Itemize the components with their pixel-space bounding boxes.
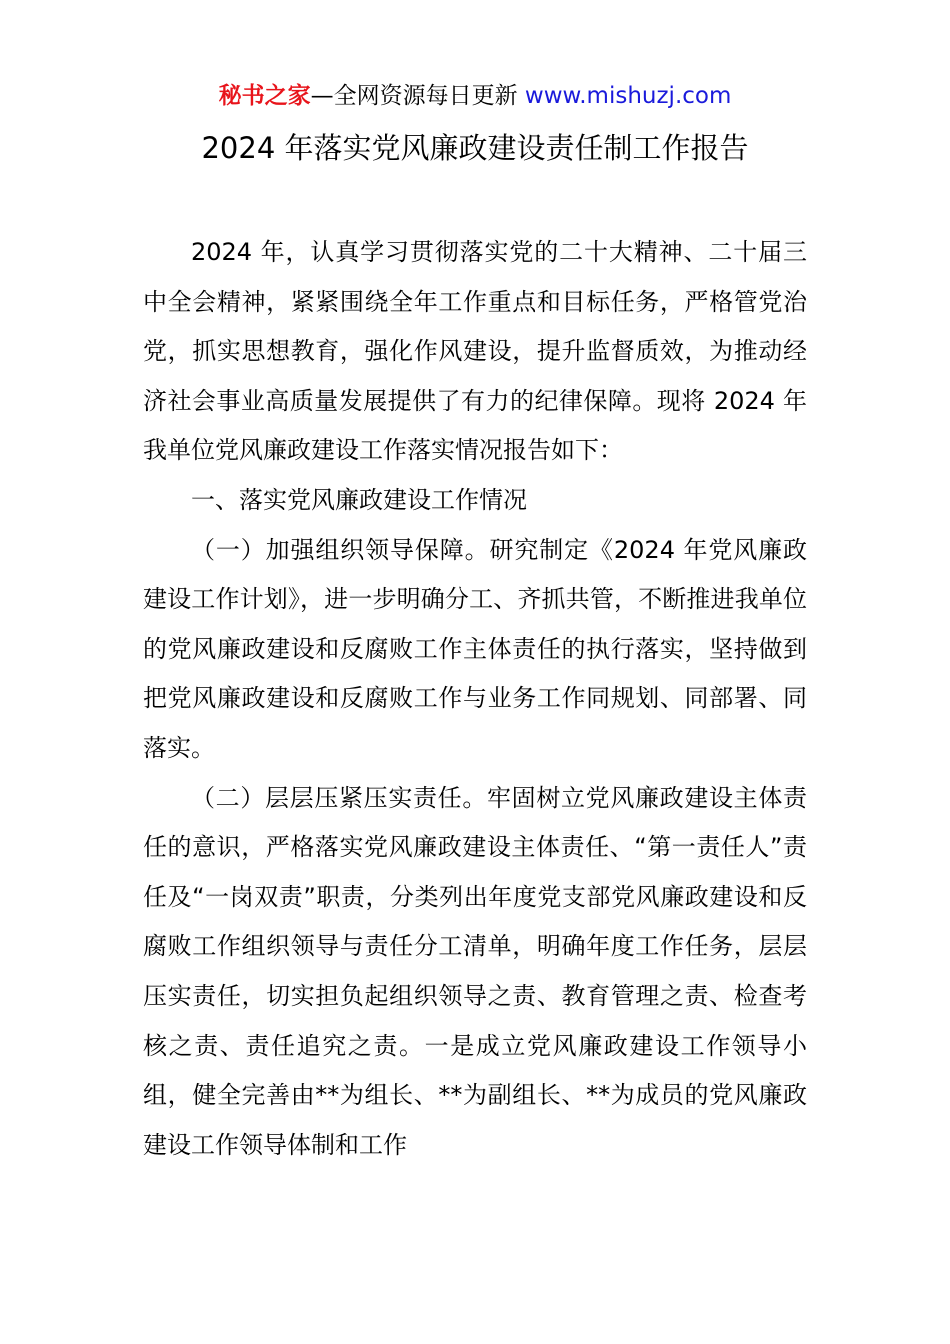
site-tagline: —全网资源每日更新 — [310, 83, 525, 109]
intro-paragraph: 2024 年，认真学习贯彻落实党的二十大精神、二十届三中全会精神，紧紧围绕全年工作重点和目标任务，严格管党治党，抓实思想教育，强化作风建设，提升监督质效，为推动经济社会事业高质量发展提供了有力的纪律保障。现将 2024 年我单位党风廉政建设工作落实情况报告如下： — [143, 238, 807, 465]
site-brand: 秘书之家 — [218, 83, 311, 109]
section-heading: 一、落实党风廉政建设工作情况 — [191, 485, 527, 514]
document-body — [143, 228, 807, 1170]
body-paragraph: （一）加强组织领导保障。研究制定《2024 年党风廉政建设工作计划》，进一步明确分工、齐抓共管，不断推进我单位的党风廉政建设和反腐败工作主体责任的执行落实，坚持做到把党风廉政建设和反腐败工作与业务工作同规划、同部署、同落实。 — [143, 535, 807, 762]
site-url-link[interactable]: www.mishuzj.com — [524, 83, 732, 109]
document-title: 2024 年落实党风廉政建设责任制工作报告 — [201, 131, 749, 165]
body-paragraph: （二）层层压紧压实责任。牢固树立党风廉政建设主体责任的意识，严格落实党风廉政建设主体责任、“第一责任人”责任及“一岗双责”职责，分类列出年度党支部党风廉政建设和反腐败工作组织领导与责任分工清单，明确年度工作任务，层层压实责任，切实担负起组织领导之责、教育管理之责、检查考核之责、责任追究之责。一是成立党风廉政建设工作领导小组，健全完善由**为组长、**为副组长、**为成员的党风廉政建设工作领导体制和工作 — [143, 783, 807, 1159]
site-header — [0, 80, 950, 112]
